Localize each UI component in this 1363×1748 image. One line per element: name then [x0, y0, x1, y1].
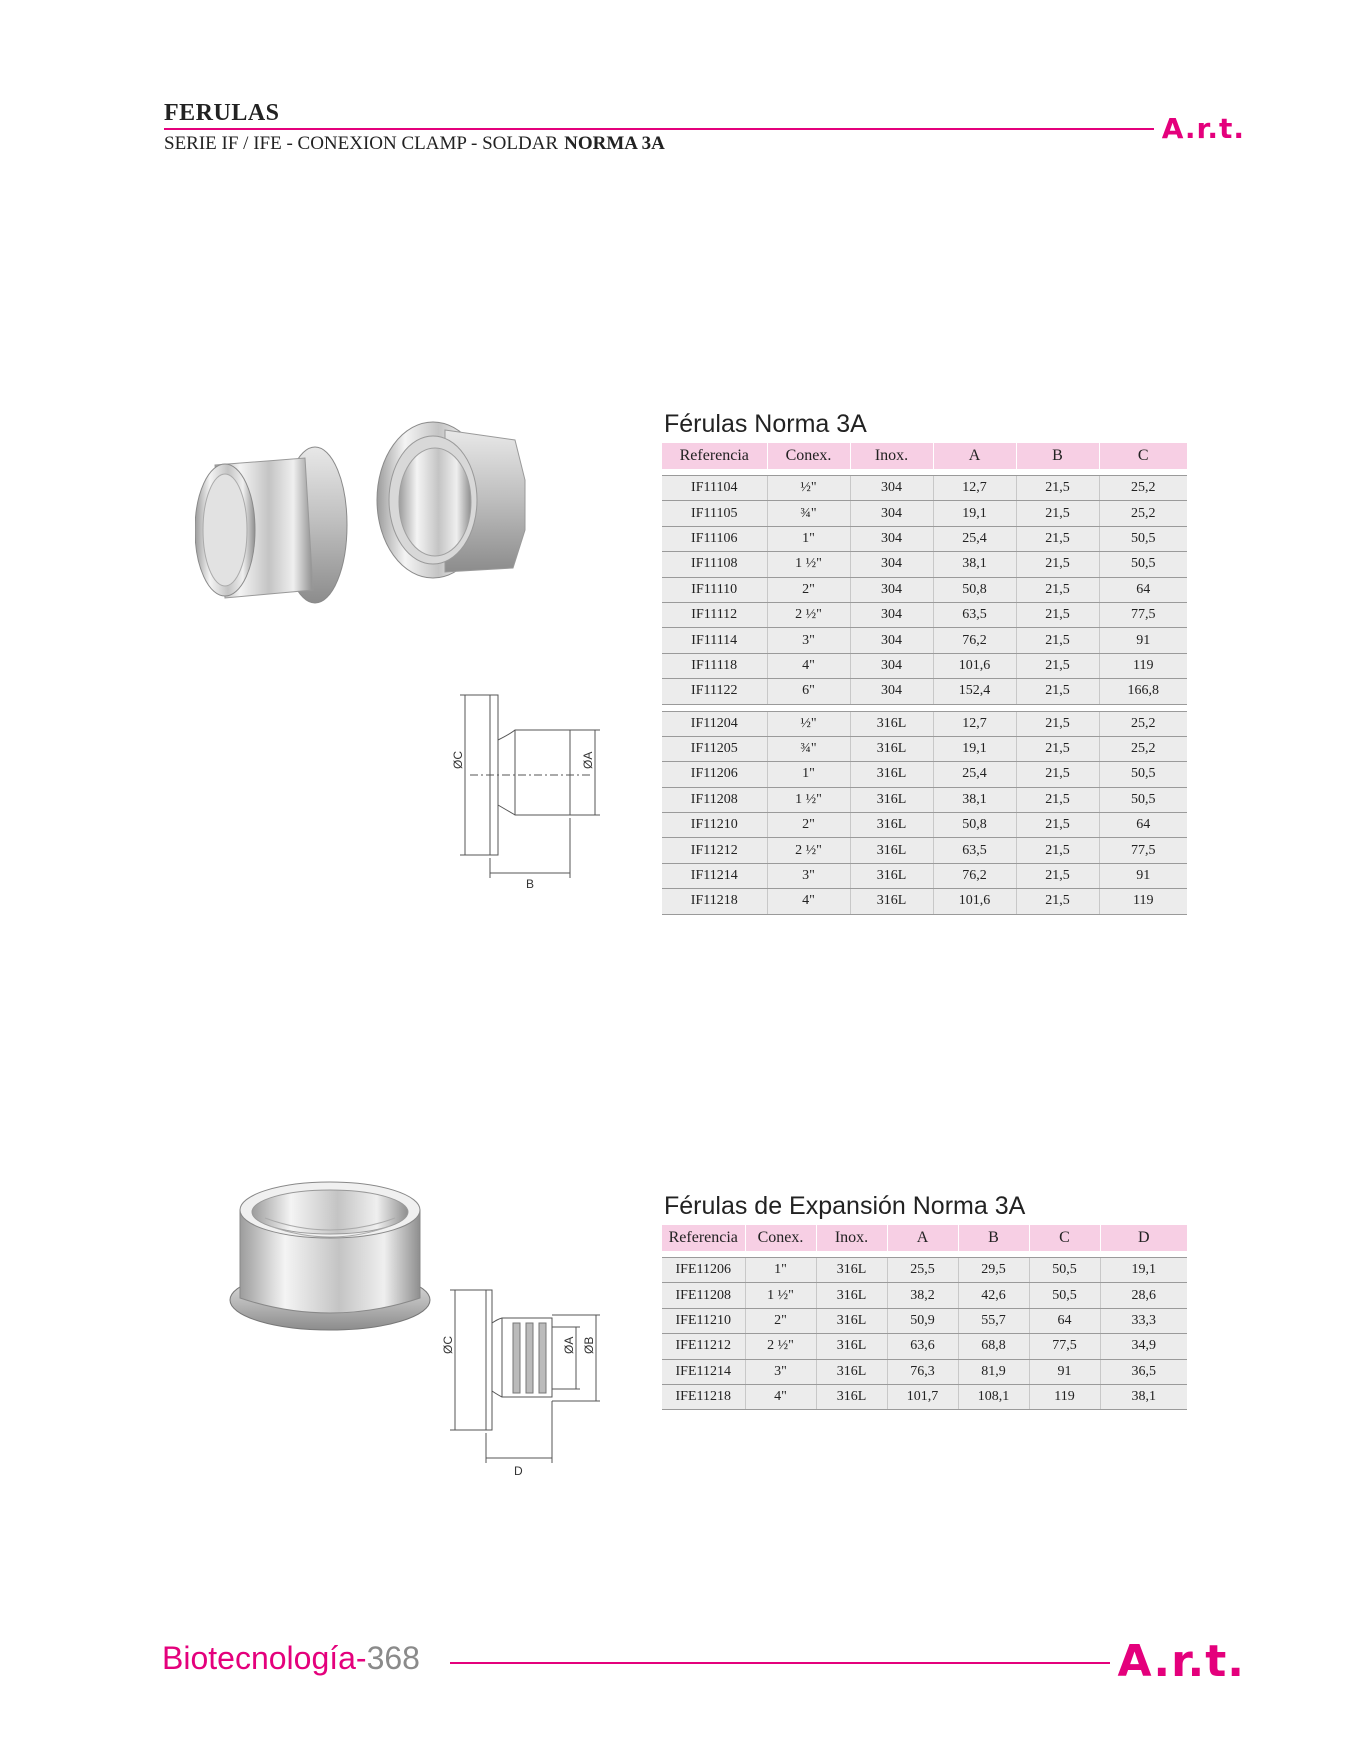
table-cell: 4" [767, 889, 850, 914]
table-cell: 38,1 [1100, 1384, 1187, 1409]
table2-title: Férulas de Expansión Norma 3A [664, 1192, 1026, 1220]
table-row [662, 863, 1187, 888]
table-cell: 316L [850, 787, 933, 812]
table-cell: 21,5 [1016, 787, 1099, 812]
table-cell: 36,5 [1100, 1359, 1187, 1384]
table-cell: 316L [816, 1359, 887, 1384]
table-cell: 21,5 [1016, 736, 1099, 761]
table-cell: 25,2 [1099, 736, 1187, 761]
column-header: Referencia [662, 443, 767, 469]
table-cell: 21,5 [1016, 552, 1099, 577]
table-cell: 316L [850, 813, 933, 838]
table-cell: 304 [850, 679, 933, 704]
table-cell: 25,2 [1099, 501, 1187, 526]
table-row [662, 577, 1187, 602]
table-cell: 25,2 [1099, 711, 1187, 736]
table-cell: 316L [850, 889, 933, 914]
table-cell: 34,9 [1100, 1334, 1187, 1359]
table-row [662, 813, 1187, 838]
table-cell: 1 ½" [767, 787, 850, 812]
table-cell: 76,3 [887, 1359, 958, 1384]
table-cell: IF11208 [662, 787, 767, 812]
table-cell: 304 [850, 577, 933, 602]
table-cell: 25,5 [887, 1258, 958, 1283]
table-cell: 304 [850, 476, 933, 501]
expansion-ferrule-product-image [225, 1180, 435, 1340]
subtitle-text: SERIE IF / IFE - CONEXION CLAMP - SOLDAR [164, 133, 559, 154]
table-cell: 76,2 [933, 863, 1016, 888]
table-cell: 316L [816, 1308, 887, 1333]
table-row [662, 838, 1187, 863]
spacer-cell [1016, 704, 1099, 711]
table-header-row [662, 443, 1187, 469]
spacer-cell [767, 704, 850, 711]
table-cell: 3" [767, 628, 850, 653]
table-spacer-row [662, 704, 1187, 711]
table-cell: IF11204 [662, 711, 767, 736]
table-cell: 21,5 [1016, 889, 1099, 914]
spacer-cell [933, 704, 1016, 711]
table-cell: IFE11212 [662, 1334, 745, 1359]
table-cell: 29,5 [958, 1258, 1029, 1283]
table-cell: 63,5 [933, 838, 1016, 863]
table-cell: IF11206 [662, 762, 767, 787]
column-header: B [958, 1225, 1029, 1251]
table-cell: 63,6 [887, 1334, 958, 1359]
table-cell: 77,5 [1099, 602, 1187, 627]
table-cell: ½" [767, 711, 850, 736]
table-cell: IF11110 [662, 577, 767, 602]
table-cell: 38,1 [933, 552, 1016, 577]
table-cell: 25,2 [1099, 476, 1187, 501]
table-cell: 77,5 [1099, 838, 1187, 863]
table-cell: 28,6 [1100, 1283, 1187, 1308]
ferrule-product-image [195, 420, 550, 650]
table-cell: 55,7 [958, 1308, 1029, 1333]
table-cell: 50,8 [933, 577, 1016, 602]
spacer-cell [1099, 704, 1187, 711]
column-header: Conex. [745, 1225, 816, 1251]
table-cell: 101,7 [887, 1384, 958, 1409]
page-title: FERULAS [164, 100, 280, 126]
dim-label-c: ØC [451, 751, 465, 769]
ferrule-dimension-drawing [440, 690, 610, 895]
table-cell: 77,5 [1029, 1334, 1100, 1359]
table-cell: 2" [767, 813, 850, 838]
table-cell: 25,4 [933, 526, 1016, 551]
table-row [662, 1384, 1187, 1409]
table-cell: 81,9 [958, 1359, 1029, 1384]
table-row [662, 501, 1187, 526]
table-cell: IF11205 [662, 736, 767, 761]
table-cell: 304 [850, 628, 933, 653]
table-cell: IF11212 [662, 838, 767, 863]
header-divider [164, 128, 1154, 130]
footer-section: Biotecnología- [162, 1640, 367, 1676]
column-header: Conex. [767, 443, 850, 469]
table-cell: 1" [767, 526, 850, 551]
table-row [662, 1334, 1187, 1359]
table-cell: 50,5 [1099, 787, 1187, 812]
spacer-cell [662, 704, 767, 711]
table-cell: 50,5 [1099, 552, 1187, 577]
table-cell: 1 ½" [767, 552, 850, 577]
table-cell: 316L [850, 736, 933, 761]
table-cell: ½" [767, 476, 850, 501]
table-cell: 119 [1099, 653, 1187, 678]
table-cell: ¾" [767, 736, 850, 761]
table-header-row [662, 1225, 1187, 1251]
dim2-label-b: ØB [582, 1336, 596, 1354]
table-cell: 91 [1029, 1359, 1100, 1384]
table-cell: 63,5 [933, 602, 1016, 627]
table-cell: 4" [745, 1384, 816, 1409]
table-cell: 2" [745, 1308, 816, 1333]
table-cell: IF11214 [662, 863, 767, 888]
table-row [662, 679, 1187, 704]
subtitle-norm: NORMA 3A [564, 133, 665, 154]
table-row [662, 1258, 1187, 1283]
table-cell: 50,9 [887, 1308, 958, 1333]
table-row [662, 526, 1187, 551]
table-cell: 3" [767, 863, 850, 888]
table-cell: 316L [816, 1334, 887, 1359]
table-cell: 119 [1029, 1384, 1100, 1409]
table-cell: 2 ½" [767, 838, 850, 863]
table-cell: IF11108 [662, 552, 767, 577]
table-cell: 316L [816, 1283, 887, 1308]
table-cell: 21,5 [1016, 838, 1099, 863]
table-row [662, 628, 1187, 653]
column-header: Inox. [850, 443, 933, 469]
table-cell: 316L [816, 1258, 887, 1283]
table-row [662, 889, 1187, 914]
table-cell: IF11105 [662, 501, 767, 526]
table-cell: 50,5 [1099, 526, 1187, 551]
table-cell: IF11106 [662, 526, 767, 551]
table-row [662, 711, 1187, 736]
table-cell: 1" [745, 1258, 816, 1283]
brand-logo: A.r.t. [1161, 112, 1245, 145]
table-row [662, 1359, 1187, 1384]
table-cell: IFE11208 [662, 1283, 745, 1308]
table-cell: 166,8 [1099, 679, 1187, 704]
column-header: Inox. [816, 1225, 887, 1251]
table-cell: 304 [850, 602, 933, 627]
table-cell: 50,5 [1029, 1258, 1100, 1283]
column-header: Referencia [662, 1225, 745, 1251]
table1-title: Férulas Norma 3A [664, 410, 867, 438]
table-cell: 21,5 [1016, 602, 1099, 627]
dim2-label-a: ØA [562, 1336, 576, 1354]
table-cell: 21,5 [1016, 762, 1099, 787]
table-cell: 25,4 [933, 762, 1016, 787]
footer-section-label [162, 1640, 420, 1677]
table-row [662, 1283, 1187, 1308]
table-cell: 316L [850, 863, 933, 888]
table-cell: 50,8 [933, 813, 1016, 838]
table-cell: 21,5 [1016, 653, 1099, 678]
table-cell: 21,5 [1016, 863, 1099, 888]
table-cell: IF11118 [662, 653, 767, 678]
table-cell: 108,1 [958, 1384, 1029, 1409]
table-cell: 304 [850, 501, 933, 526]
table-row [662, 736, 1187, 761]
dim-label-b: B [526, 877, 535, 891]
table-cell: 21,5 [1016, 679, 1099, 704]
table-cell: 42,6 [958, 1283, 1029, 1308]
table-cell: IF11114 [662, 628, 767, 653]
table-cell: IFE11206 [662, 1258, 745, 1283]
table-row [662, 552, 1187, 577]
table-cell: 33,3 [1100, 1308, 1187, 1333]
table-cell: 91 [1099, 628, 1187, 653]
table-cell: 316L [850, 838, 933, 863]
table-cell: 101,6 [933, 889, 1016, 914]
table-cell: 6" [767, 679, 850, 704]
table-cell: 21,5 [1016, 501, 1099, 526]
column-header: A [933, 443, 1016, 469]
table-cell: 101,6 [933, 653, 1016, 678]
table-cell: 38,1 [933, 787, 1016, 812]
table-cell: 12,7 [933, 711, 1016, 736]
table-cell: 68,8 [958, 1334, 1029, 1359]
column-header: A [887, 1225, 958, 1251]
table-cell: 316L [816, 1384, 887, 1409]
table-row [662, 762, 1187, 787]
table-cell: 76,2 [933, 628, 1016, 653]
expansion-ferrule-dimension-drawing [440, 1285, 615, 1480]
table-cell: 19,1 [1100, 1258, 1187, 1283]
table-cell: 21,5 [1016, 577, 1099, 602]
table-cell: IFE11218 [662, 1384, 745, 1409]
table-cell: 2 ½" [745, 1334, 816, 1359]
expansion-ferrule-spec-table [662, 1225, 1187, 1410]
table-cell: 21,5 [1016, 628, 1099, 653]
table-cell: IF11210 [662, 813, 767, 838]
table-cell: IF11104 [662, 476, 767, 501]
table-cell: 304 [850, 526, 933, 551]
table-cell: 1 ½" [745, 1283, 816, 1308]
table-cell: IFE11210 [662, 1308, 745, 1333]
spacer-cell [850, 704, 933, 711]
table-cell: 1" [767, 762, 850, 787]
table-row [662, 787, 1187, 812]
dim2-label-c: ØC [441, 1336, 455, 1354]
table-cell: 19,1 [933, 501, 1016, 526]
table-cell: 64 [1099, 577, 1187, 602]
ferrule-spec-table [662, 443, 1187, 915]
table-row [662, 653, 1187, 678]
footer-brand-logo: A.r.t. [1117, 1636, 1245, 1687]
table-cell: IF11122 [662, 679, 767, 704]
page-subtitle [164, 133, 665, 155]
table-cell: 19,1 [933, 736, 1016, 761]
table-cell: ¾" [767, 501, 850, 526]
table-cell: 64 [1099, 813, 1187, 838]
table-cell: 21,5 [1016, 476, 1099, 501]
footer-divider [450, 1662, 1110, 1664]
table-row [662, 1308, 1187, 1333]
table-cell: 304 [850, 552, 933, 577]
table-cell: IF11112 [662, 602, 767, 627]
table-cell: 64 [1029, 1308, 1100, 1333]
column-header: D [1100, 1225, 1187, 1251]
table-cell: 316L [850, 711, 933, 736]
table-cell: IF11218 [662, 889, 767, 914]
table-cell: IFE11214 [662, 1359, 745, 1384]
table-row [662, 476, 1187, 501]
table-cell: 304 [850, 653, 933, 678]
dim2-label-d: D [514, 1464, 523, 1478]
dim-label-a: ØA [581, 751, 595, 769]
column-header: C [1099, 443, 1187, 469]
table-cell: 12,7 [933, 476, 1016, 501]
table-row [662, 602, 1187, 627]
table-cell: 2 ½" [767, 602, 850, 627]
table-cell: 316L [850, 762, 933, 787]
column-header: B [1016, 443, 1099, 469]
table-cell: 119 [1099, 889, 1187, 914]
table-cell: 21,5 [1016, 526, 1099, 551]
table-cell: 91 [1099, 863, 1187, 888]
table-cell: 50,5 [1029, 1283, 1100, 1308]
table-cell: 50,5 [1099, 762, 1187, 787]
table-cell: 21,5 [1016, 711, 1099, 736]
table-cell: 3" [745, 1359, 816, 1384]
table-cell: 2" [767, 577, 850, 602]
table-cell: 21,5 [1016, 813, 1099, 838]
page-number: 368 [366, 1640, 420, 1676]
table-cell: 152,4 [933, 679, 1016, 704]
table-cell: 4" [767, 653, 850, 678]
column-header: C [1029, 1225, 1100, 1251]
table-cell: 38,2 [887, 1283, 958, 1308]
